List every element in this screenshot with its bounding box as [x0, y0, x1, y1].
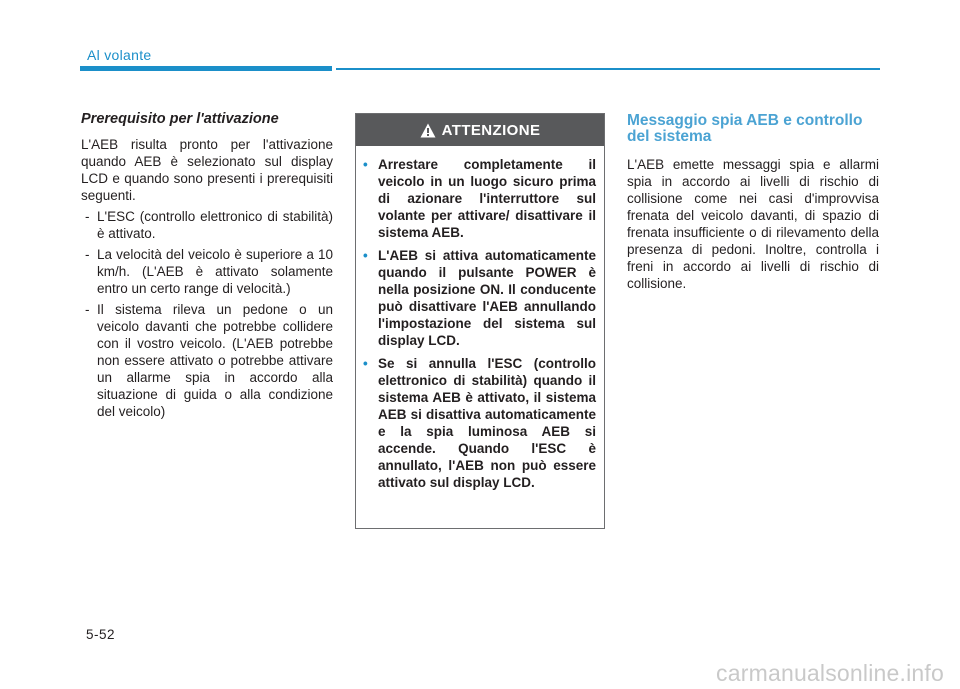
list-item — [81, 301, 333, 420]
bullet-marker: • — [363, 356, 368, 371]
warning-item — [363, 355, 596, 491]
prerequisites-list — [81, 208, 333, 420]
dash-marker: - — [85, 302, 90, 317]
bullet-marker: • — [363, 157, 368, 172]
aeb-message-body: L'AEB emette messaggi spia e allarmi spia in accordo ai livelli di rischio di collisione come nei casi d'improvvisa frenata del veicolo davanti, di spazio di frenata insufficiente o di rilevamento della presenza di pedoni. Inoltre, controlla i freni in accordo ai livelli di rischio di collisione. — [627, 157, 879, 291]
list-item-text: Il sistema rileva un pedone o un veicolo davanti che potrebbe collidere con il vostro veicolo. (L'AEB potrebbe non essere attivato o potrebbe attivare un allarme spia in accordo alla situazione di guida o alla condizione del veicolo) — [97, 302, 333, 419]
list-item-text: La velocità del veicolo è superiore a 10 km/h. (L'AEB è attivato solamente entro un certo range di velocità.) — [97, 247, 333, 296]
watermark: carmanualsonline.info — [716, 660, 944, 686]
bullet-marker: • — [363, 248, 368, 263]
aeb-message-heading: Messaggio spia AEB e controllo del sistema — [627, 112, 863, 145]
header-rule-thick — [80, 66, 332, 71]
prerequisites-heading: Prerequisito per l'attivazione — [81, 111, 279, 127]
warning-item — [363, 247, 596, 349]
warning-header — [356, 114, 604, 146]
warning-item — [363, 156, 596, 241]
header-rule-thin — [336, 68, 880, 70]
section-title: Al volante — [87, 47, 152, 63]
warning-title: ATTENZIONE — [441, 121, 541, 139]
list-item — [81, 246, 333, 297]
prerequisites-intro: L'AEB risulta pronto per l'attivazione quando AEB è selezionato sul display LCD e quando sono presenti i prerequisiti seguenti. — [81, 137, 333, 203]
warning-item-text: Se si annulla l'ESC (controllo elettronico di stabilità) quando il sistema AEB è attivato, il sistema AEB si disattiva automaticamente e la spia luminosa AEB si accende. Quando l'ESC è annullato, l'AEB non può essere attivato sul display LCD. — [378, 356, 596, 490]
warning-list — [356, 156, 604, 491]
warning-item-text: L'AEB si attiva automaticamente quando il pulsante POWER è nella posizione ON. Il conducente può disattivare l'AEB annullando l'impostazione del sistema sul display LCD. — [378, 248, 596, 348]
warning-triangle-icon — [420, 123, 436, 138]
left-column — [81, 111, 333, 424]
dash-marker: - — [85, 247, 90, 262]
warning-box — [355, 113, 605, 529]
list-item-text: L'ESC (controllo elettronico di stabilità) è attivato. — [97, 209, 333, 241]
dash-marker: - — [85, 209, 90, 224]
right-column — [627, 113, 879, 292]
warning-item-text: Arrestare completamente il veicolo in un luogo sicuro prima di azionare l'interruttore sul volante per attivare/ disattivare il sistema AEB. — [378, 157, 596, 240]
list-item — [81, 208, 333, 242]
page-number: 5-52 — [86, 627, 116, 642]
